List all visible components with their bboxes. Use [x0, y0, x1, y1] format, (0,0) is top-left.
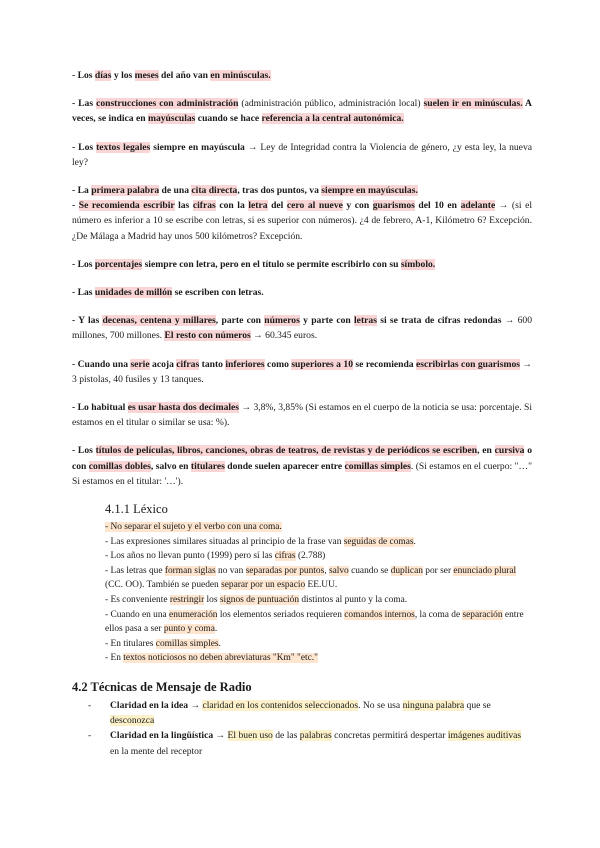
- rule-decimals: - Lo habitual es usar hasta dos decimales → 3,8%, 3,85% (Si estamos en el cuerpo de la noticia se usa: porcentaje. Si estamos en el titular o similar se usa: %).: [72, 402, 532, 429]
- rule-days-months: - Los días y los meses del año van en minúsculas.: [72, 70, 271, 81]
- radio-heading: 4.2 Técnicas de Mensaje de Radio: [72, 680, 252, 694]
- radio-item-linguistica: - Claridad en la lingüística → El buen uso de las palabras concretas permitirá despertar imágenes auditivas en la mente del receptor: [72, 728, 532, 758]
- lexico-item: - Es conveniente restringir los signos de puntuación distintos al punto y la coma.: [105, 595, 408, 606]
- radio-item-idea: - Claridad en la idea → claridad en los contenidos seleccionados. No se usa ninguna palabra que se desconozca: [72, 698, 532, 728]
- radio-list: [72, 698, 532, 759]
- lexico-item: - Las expresiones similares situadas al principio de la frase van seguidas de comas.: [105, 536, 416, 547]
- lexico-item: - Los años no llevan punto (1999) pero sí las cifras (2.788): [105, 551, 326, 562]
- rule-millions: - Las unidades de millón se escriben con letras.: [72, 287, 264, 299]
- lexico-item: - En textos noticiosos no deben abreviaturas "Km" "etc.": [105, 653, 318, 664]
- rule-percentages: - Los porcentajes siempre con letra, pero en el título se permite escribirlo con su símbolo.: [72, 258, 436, 270]
- lexico-section: [105, 502, 532, 666]
- rule-direct-quote: - La primera palabra de una cita directa, tras dos puntos, va siempre en mayúsculas.: [72, 185, 418, 197]
- lexico-item: - No separar el sujeto y el verbo con una coma.: [105, 522, 282, 533]
- rule-figures: - Se recomienda escribir las cifras con la letra del cero al nueve y con guarismos del 10 en adelante → (si el número es inferior a 10 se escribe con letras, si es superior con números). ¿4 de febrero, A-1, Kilómetro 6? Excepción. ¿De Málaga a Madrid hay unos 500 kilómetros? Excepción.: [72, 200, 533, 242]
- rule-titles: - Los títulos de películas, libros, canciones, obras de teatros, de revistas y de periódicos se escriben, en cursiva o con comillas dobles, salvo en titulares donde suelen aparecer entre comillas simples. (Si estamos en el cuerpo: "…" Si estamos en el titular: '…').: [72, 445, 533, 487]
- list-dash: -: [88, 700, 92, 711]
- rule-administration: - Las construcciones con administración (administración público, administración local) suelen ir en minúsculas. A veces, se indica en mayúsculas cuando se hace referencia a la central autonómica.: [72, 98, 532, 125]
- lexico-heading: 4.1.1 Léxico: [105, 502, 168, 517]
- lexico-item: - Cuando en una enumeración los elementos seriados requieren comandos internos, la coma de separación entre ellos pasa a ser punto y coma.: [105, 609, 524, 635]
- lexico-list: [105, 520, 532, 666]
- lexico-item: - En titulares comillas simples.: [105, 638, 221, 649]
- lexico-item: - Las letras que forman siglas no van separadas por puntos, salvo cuando se duplican por ser enunciado plural (CC. OO). También se pueden separar por un espacio EE.UU.: [105, 565, 517, 591]
- rule-legal-texts: - Los textos legales siempre en mayúscula → Ley de Integridad contra la Violencia de género, ¿y esta ley, la nueva ley?: [72, 141, 532, 168]
- list-dash: -: [88, 730, 92, 742]
- rule-tens-thousands: - Y las decenas, centena y millares, parte con números y parte con letras si se trata de cifras redondas → 600 millones, 700 millones. El resto con números → 60.345 euros.: [72, 315, 533, 342]
- document-body: [72, 68, 532, 759]
- rule-series: - Cuando una serie acoja cifras tanto inferiores como superiores a 10 se recomienda escribirlas con guarismos → 3 pistolas, 40 fusiles y 13 tanques.: [72, 358, 532, 385]
